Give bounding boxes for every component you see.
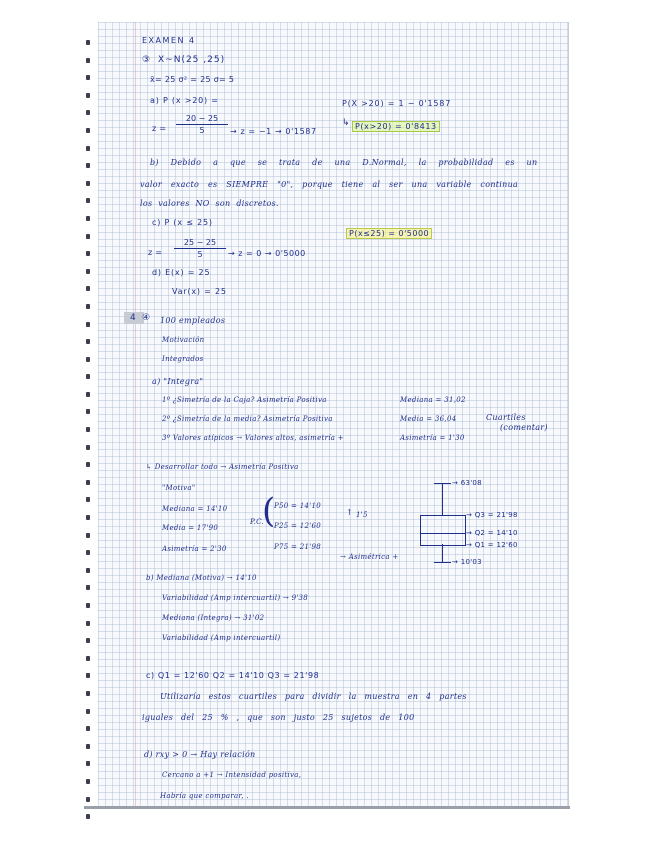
q4-a-item1: 1º ¿Simetría de la Caja? Asimetría Positiva: [162, 396, 327, 404]
q4-p25: P25 = 12'60: [274, 522, 321, 530]
q4-motiva-heading: "Motiva": [162, 484, 196, 492]
q3-a-answer: P(x>20) = 0'8413: [352, 121, 440, 132]
q3-c-denominator: 5: [197, 250, 203, 259]
q4-integra-media: Media = 36,04: [400, 415, 457, 423]
q4-number: 4: [130, 313, 137, 323]
q4-b-line3: Mediana (Integra) → 31'02: [162, 614, 265, 622]
q4-b-line4: Variabilidad (Amp intercuartil): [162, 634, 281, 642]
q4-a-item3: 3º Valores atípicos → Valores altos, asimetría +: [162, 434, 344, 442]
q3-a-fraction: [176, 114, 228, 135]
q4-d-line: d) rxy > 0 → Hay relación: [144, 750, 256, 759]
q4-variable-motivacion: Motivación: [162, 336, 205, 344]
q4-percentile-brace: (: [262, 491, 276, 531]
box-plot-q3-label: → Q3 = 21'98: [466, 511, 518, 519]
q4-asymmetric-note: → Asimétrica +: [340, 553, 399, 561]
q4-integra-mediana: Mediana = 31,02: [400, 396, 466, 404]
box-plot-max-label: → 63'08: [452, 479, 482, 487]
q3-distribution: X~N(25 ,25): [158, 55, 226, 65]
q4-spread-arrow: ↑: [346, 508, 354, 517]
box-plot-max-cap: [434, 483, 451, 484]
q4-percentile-label: P.C.: [250, 518, 265, 526]
q3-a-numerator: 20 − 25: [185, 114, 219, 123]
page-edge: [84, 806, 570, 809]
q4-c-text2: iguales del 25 % , que son justo 25 sujetos de 100: [142, 713, 415, 722]
q4-b-line2: Variabilidad (Amp intercuartil) → 9'38: [162, 594, 309, 602]
q4-motiva-mediana: Mediana = 14'10: [162, 505, 228, 513]
q4-p75: P75 = 21'98: [274, 543, 321, 551]
q4-motiva-asimetria: Asimetría = 2'30: [162, 545, 227, 553]
q4-motiva-media: Media = 17'90: [162, 524, 219, 532]
q3-b-line3: los valores NO son discretos.: [140, 199, 279, 208]
q4-d-text2: Habría que comparar, .: [160, 792, 249, 800]
q3-a-complement: P(X >20) = 1 − 0'1587: [342, 99, 452, 108]
q3-d-expectation: d) E(x) = 25: [152, 268, 211, 277]
q3-a-z-result: → z = −1 → 0'1587: [230, 127, 317, 136]
q4-comentar-note: (comentar): [500, 423, 548, 432]
q3-c-z-result: → z = 0 → 0'5000: [228, 249, 306, 258]
q4-spread-value: 1'5: [356, 511, 368, 519]
box-plot-q1-label: → Q1 = 12'60: [466, 541, 518, 549]
margin-line: [135, 22, 136, 806]
q3-c-z-prefix: z =: [148, 248, 163, 257]
q3-a-answer-arrow: ↳: [342, 118, 350, 128]
box-plot-q2-label: → Q2 = 14'10: [466, 529, 518, 537]
q3-d-variance: Var(x) = 25: [172, 287, 227, 296]
box-plot-lower-whisker: [442, 544, 443, 562]
box-plot-min-cap: [434, 562, 451, 563]
q3-c-numerator: 25 − 25: [183, 238, 217, 247]
q4-d-text1: Cercano a +1 → Intensidad positiva,: [162, 771, 302, 779]
q4-c-quartiles: c) Q1 = 12'60 Q2 = 14'10 Q3 = 21'98: [146, 671, 320, 680]
q3-a-statement: a) P (x >20) =: [150, 96, 219, 105]
box-plot-min-label: → 10'03: [452, 558, 482, 566]
q4-title: 100 empleados: [160, 316, 226, 325]
box-plot-median-line: [420, 533, 466, 534]
q4-variable-integrados: Integrados: [162, 355, 204, 363]
q4-marker: ④: [142, 313, 151, 323]
q3-c-statement: c) P (x ≤ 25): [152, 218, 213, 227]
q4-cuartiles-note: Cuartiles: [486, 413, 526, 422]
box-plot-box: [420, 515, 466, 546]
q3-b-line1: b) Debido a que se trata de una D.Normal, la probabilidad es un: [150, 158, 538, 167]
q3-marker: ③: [142, 55, 151, 65]
q3-params: x̄= 25 σ² = 25 σ= 5: [150, 75, 235, 84]
box-plot-upper-whisker: [442, 483, 443, 515]
q3-b-line2: valor exacto es SIEMPRE "0", porque tiene al ser una variable continua: [140, 180, 519, 189]
q3-a-denominator: 5: [199, 126, 205, 135]
q4-a-statement: a) "Integra": [152, 377, 204, 386]
q4-integra-asimetria: Asimetría = 1'30: [400, 434, 465, 442]
q4-develop-line: ↳ Desarrollar todo → Asimetría Positiva: [146, 463, 299, 471]
q4-a-item2: 2º ¿Simetría de la media? Asimetría Positiva: [162, 415, 333, 423]
q3-c-answer: P(x≤25) = 0'5000: [346, 228, 432, 239]
q3-c-fraction: [174, 238, 226, 259]
q4-c-text1: Utilizaría estos cuartiles para dividir la muestra en 4 partes: [160, 692, 467, 701]
q4-p50: P50 = 14'10: [274, 502, 321, 510]
q4-b-line1: b) Mediana (Motiva) → 14'10: [146, 574, 257, 582]
q3-a-z-prefix: z =: [152, 124, 167, 133]
spiral-holes: [86, 40, 92, 800]
exam-title: EXAMEN 4: [142, 36, 196, 45]
